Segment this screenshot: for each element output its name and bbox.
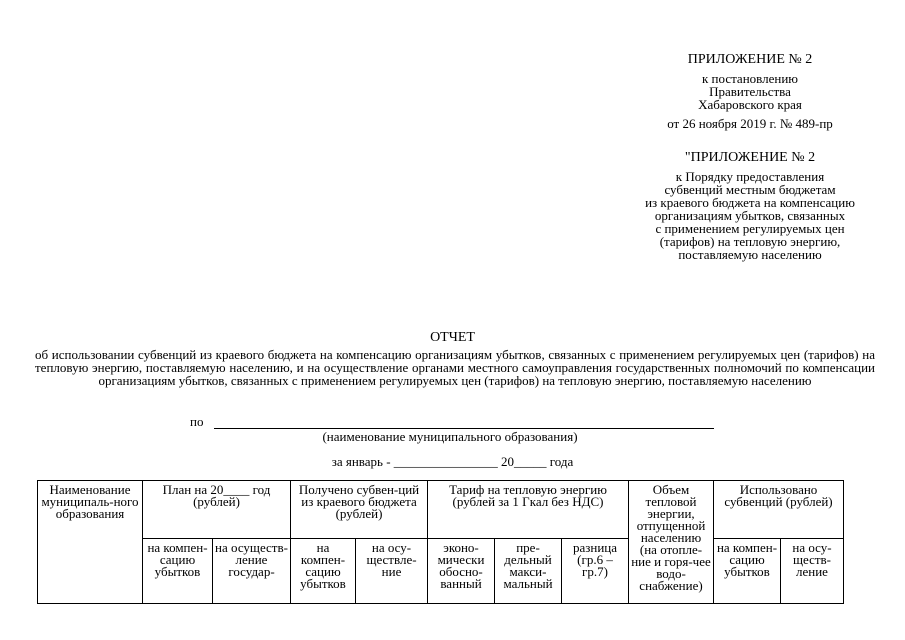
col-volume-header: Объем тепловой энергии, отпущенной населению (на отопле-ние и горя-чее водо-снабжение) — [629, 481, 714, 604]
report-title: ОТЧЕТ — [430, 330, 475, 345]
municipality-caption: (наименование муниципального образования) — [322, 429, 578, 444]
col-plan-header: План на 20____ год (рублей) — [143, 481, 291, 539]
order-appendix-line: организациям убытков, связанных — [654, 208, 846, 223]
col-municipality-header: Наименование муниципаль-ного образования — [38, 481, 143, 604]
appendix-line: Хабаровского края — [698, 97, 802, 112]
order-appendix-line: с применением регулируемых цен — [655, 221, 845, 236]
appendix-line: к постановлению — [701, 71, 799, 86]
report-table — [37, 480, 844, 604]
order-appendix-header — [600, 150, 900, 261]
appendix-header — [600, 52, 900, 130]
used-comp-subheader: на компен-сацию убытков — [714, 539, 781, 604]
order-appendix-line: субвенций местным бюджетам — [664, 182, 836, 197]
appendix-title: ПРИЛОЖЕНИЕ № 2 — [687, 52, 813, 67]
received-state-subheader: на осу-ществле-ние — [356, 539, 428, 604]
order-appendix-line: поставляемую населению — [678, 247, 822, 262]
col-received-header: Получено субвен-ций из краевого бюджета (рублей) — [291, 481, 428, 539]
col-used-header: Использовано субвенций (рублей) — [714, 481, 844, 539]
appendix-line: от 26 ноября 2019 г. № 489-пр — [667, 116, 833, 131]
used-state-subheader: на осу-ществ-ление — [781, 539, 844, 604]
tariff-econ-subheader: эконо-мически обосно-ванный — [428, 539, 495, 604]
tariff-max-subheader: пре-дельный макси-мальный — [495, 539, 562, 604]
order-appendix-line: к Порядку предоставления — [675, 169, 825, 184]
tariff-diff-subheader: разница (гр.6 – гр.7) — [562, 539, 629, 604]
plan-comp-subheader: на компен-сацию убытков — [143, 539, 213, 604]
po-label: по — [190, 414, 204, 429]
appendix-line: Правительства — [709, 84, 791, 99]
received-comp-subheader: на компен-сацию убытков — [291, 539, 356, 604]
report-period: за январь - ________________ 20_____ года — [331, 454, 574, 469]
report-description: об использовании субвенций из краевого бюджета на компенсацию организациям убытков, связанных с применением регулируемых цен (тарифов) на тепловую энергию, поставляемую населению, и на осуществление органами местного самоуправления государственных полномочий по компенсации организациям убытков, связанных с применением регулируемых цен (тарифов) на тепловую энергию, поставляемую населению — [35, 347, 875, 388]
order-appendix-line: из краевого бюджета на компенсацию — [645, 195, 855, 210]
plan-state-subheader: на осуществ-ление государ- — [213, 539, 291, 604]
col-tariff-header: Тариф на тепловую энергию (рублей за 1 Гкал без НДС) — [428, 481, 629, 539]
order-appendix-line: (тарифов) на тепловую энергию, — [659, 234, 841, 249]
order-appendix-title: "ПРИЛОЖЕНИЕ № 2 — [684, 150, 816, 165]
